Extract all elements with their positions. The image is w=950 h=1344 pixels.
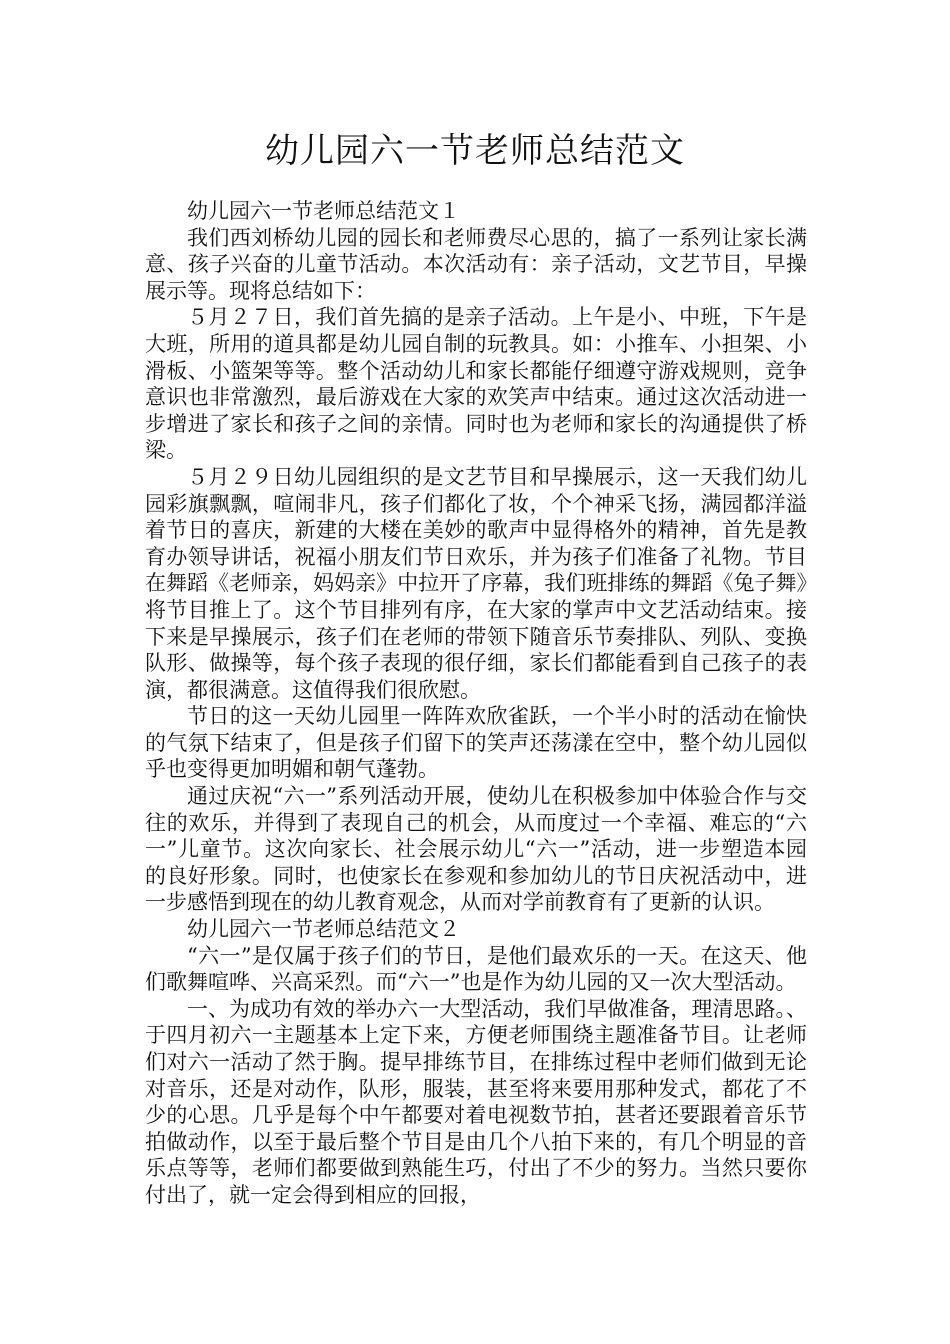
paragraph: ５月２７日，我们首先搞的是亲子活动。上午是小、中班，下午是大班，所用的道具都是幼儿园自制的玩教具。如：小推车、小担架、小滑板、小篮架等等。整个活动幼儿和家长都能仔细遵守游戏规则，竞争意识也非常激烈，最后游戏在大家的欢笑声中结束。通过这次活动进一步增进了家长和孩子之间的亲情。同时也为老师和家长的沟通提供了桥梁。 [145,305,807,463]
document-body [145,198,807,1209]
paragraph: 通过庆祝“六一”系列活动开展，使幼儿在积极参加中体验合作与交往的欢乐，并得到了表现自己的机会，从而度过一个幸福、难忘的“六一”儿童节。这次向家长、社会展示幼儿“六一”活动，进一步塑造本园的良好形象。同时，也使家长在参观和参加幼儿的节日庆祝活动中，进一步感悟到现在的幼儿教育观念，从而对学前教育有了更新的认识。 [145,784,807,915]
document-title: 幼儿园六一节老师总结范文 [265,131,685,171]
paragraph: ５月２９日幼儿园组织的是文艺节目和早操展示，这一天我们幼儿园彩旗飘飘，喧闹非凡，孩子们都化了妆，个个神采飞扬，满园都洋溢着节日的喜庆，新建的大楼在美妙的歌声中显得格外的精神，首先是教育办领导讲话，祝福小朋友们节日欢乐，并为孩子们准备了礼物。节目在舞蹈《老师亲，妈妈亲》中拉开了序幕，我们班排练的舞蹈《兔子舞》将节目推上了。这个节目排列有序，在大家的掌声中文艺活动结束。接下来是早操展示，孩子们在老师的带领下随音乐节奏排队、列队、变换队形、做操等，每个孩子表现的很仔细，家长们都能看到自己孩子的表演，都很满意。这值得我们很欣慰。 [145,464,807,702]
paragraph: 一、为成功有效的举办六一大型活动，我们早做准备，理清思路。、于四月初六一主题基本上定下来，方便老师围绕主题准备节目。让老师们对六一活动了然于胸。提早排练节目，在排练过程中老师们做到无论对音乐，还是对动作，队形，服装，甚至将来要用那种发式，都花了不少的心思。几乎是每个中午都要对着电视数节拍，甚者还要跟着音乐节拍做动作，以至于最后整个节目是由几个八拍下来的，有几个明显的音乐点等等，老师们都要做到熟能生巧，付出了不少的努力。当然只要你付出了，就一定会得到相应的回报， [145,996,807,1207]
section-heading-2: 幼儿园六一节老师总结范文２ [187,917,460,942]
section-heading-1: 幼儿园六一节老师总结范文１ [187,199,460,223]
paragraph: 我们西刘桥幼儿园的园长和老师费尽心思的，搞了一系列让家长满意、孩子兴奋的儿童节活动。本次活动有：亲子活动，文艺节目，早操展示等。现将总结如下： [145,225,807,303]
paragraph: 节日的这一天幼儿园里一阵阵欢欣雀跃，一个半小时的活动在愉快的气氛下结束了，但是孩子们留下的笑声还荡漾在空中，整个幼儿园似乎也变得更加明媚和朝气蓬勃。 [145,704,807,782]
paragraph: “六一”是仅属于孩子们的节日，是他们最欢乐的一天。在这天、他们歌舞喧哗、兴高采烈。而“六一”也是作为幼儿园的又一次大型活动。 [145,943,807,995]
